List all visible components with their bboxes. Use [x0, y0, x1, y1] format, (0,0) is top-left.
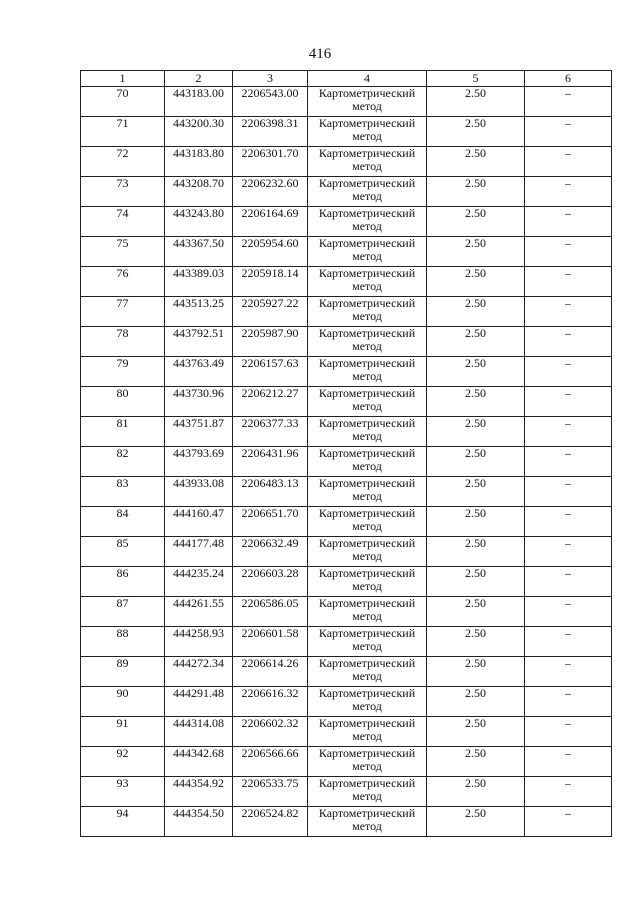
note-cell: – — [525, 627, 612, 657]
method-cell — [308, 777, 427, 807]
note-cell: – — [525, 117, 612, 147]
y-coordinate-cell: 2206603.28 — [233, 567, 308, 597]
note-cell: – — [525, 177, 612, 207]
note-cell: – — [525, 327, 612, 357]
note-cell: – — [525, 447, 612, 477]
y-coordinate-cell: 2206157.63 — [233, 357, 308, 387]
x-coordinate-cell: 444177.48 — [165, 537, 233, 567]
precision-cell: 2.50 — [427, 207, 525, 237]
method-text-line-2: метод — [352, 549, 382, 563]
column-header-6: 6 — [525, 71, 612, 87]
method-text-line-1: Картометрический — [318, 566, 416, 580]
precision-cell: 2.50 — [427, 537, 525, 567]
method-text-line-2: метод — [352, 759, 382, 773]
table-row — [81, 147, 612, 177]
y-coordinate-cell: 2206616.32 — [233, 687, 308, 717]
method-text-line-1: Картометрический — [318, 716, 416, 730]
y-coordinate-cell: 2206164.69 — [233, 207, 308, 237]
method-cell — [308, 807, 427, 837]
y-coordinate-cell: 2206431.96 — [233, 447, 308, 477]
note-cell: – — [525, 807, 612, 837]
note-cell: – — [525, 777, 612, 807]
method-text-line-2: метод — [352, 489, 382, 503]
method-text-line-1: Картометрический — [318, 446, 416, 460]
note-cell: – — [525, 537, 612, 567]
method-cell — [308, 327, 427, 357]
point-number-cell: 73 — [81, 177, 165, 207]
note-cell: – — [525, 87, 612, 117]
point-number-cell: 84 — [81, 507, 165, 537]
point-number-cell: 82 — [81, 447, 165, 477]
method-cell — [308, 417, 427, 447]
y-coordinate-cell: 2206632.49 — [233, 537, 308, 567]
method-text-line-2: метод — [352, 819, 382, 833]
point-number-cell: 72 — [81, 147, 165, 177]
table-body — [81, 87, 612, 837]
table-row — [81, 717, 612, 747]
precision-cell: 2.50 — [427, 597, 525, 627]
note-cell: – — [525, 657, 612, 687]
y-coordinate-cell: 2206543.00 — [233, 87, 308, 117]
x-coordinate-cell: 443367.50 — [165, 237, 233, 267]
x-coordinate-cell: 443763.49 — [165, 357, 233, 387]
x-coordinate-cell: 444354.92 — [165, 777, 233, 807]
method-cell — [308, 657, 427, 687]
x-coordinate-cell: 443183.00 — [165, 87, 233, 117]
precision-cell: 2.50 — [427, 627, 525, 657]
method-text-line-1: Картометрический — [318, 536, 416, 550]
y-coordinate-cell: 2205927.22 — [233, 297, 308, 327]
table-row — [81, 777, 612, 807]
note-cell: – — [525, 717, 612, 747]
point-number-cell: 86 — [81, 567, 165, 597]
method-text-line-2: метод — [352, 309, 382, 323]
method-text-line-1: Картометрический — [318, 686, 416, 700]
method-text-line-2: метод — [352, 339, 382, 353]
point-number-cell: 94 — [81, 807, 165, 837]
table-row — [81, 417, 612, 447]
table-row — [81, 327, 612, 357]
method-text-line-2: метод — [352, 789, 382, 803]
method-text-line-1: Картометрический — [318, 506, 416, 520]
method-cell — [308, 627, 427, 657]
method-text-line-2: метод — [352, 129, 382, 143]
method-text-line-1: Картометрический — [318, 386, 416, 400]
method-text-line-1: Картометрический — [318, 626, 416, 640]
method-text-line-2: метод — [352, 699, 382, 713]
table-row — [81, 237, 612, 267]
precision-cell: 2.50 — [427, 807, 525, 837]
precision-cell: 2.50 — [427, 567, 525, 597]
y-coordinate-cell: 2205918.14 — [233, 267, 308, 297]
note-cell: – — [525, 507, 612, 537]
x-coordinate-cell: 444272.34 — [165, 657, 233, 687]
y-coordinate-cell: 2206602.32 — [233, 717, 308, 747]
point-number-cell: 78 — [81, 327, 165, 357]
table-row — [81, 207, 612, 237]
point-number-cell: 81 — [81, 417, 165, 447]
precision-cell: 2.50 — [427, 717, 525, 747]
point-number-cell: 87 — [81, 597, 165, 627]
method-text-line-2: метод — [352, 219, 382, 233]
y-coordinate-cell: 2206212.27 — [233, 387, 308, 417]
table-row — [81, 387, 612, 417]
x-coordinate-cell: 443208.70 — [165, 177, 233, 207]
x-coordinate-cell: 443513.25 — [165, 297, 233, 327]
table-row — [81, 807, 612, 837]
method-text-line-2: метод — [352, 279, 382, 293]
precision-cell: 2.50 — [427, 237, 525, 267]
method-text-line-2: метод — [352, 189, 382, 203]
table-row — [81, 597, 612, 627]
x-coordinate-cell: 443183.80 — [165, 147, 233, 177]
x-coordinate-cell: 443389.03 — [165, 267, 233, 297]
table-row — [81, 447, 612, 477]
table-row — [81, 357, 612, 387]
method-text-line-1: Картометрический — [318, 656, 416, 670]
x-coordinate-cell: 443751.87 — [165, 417, 233, 447]
point-number-cell: 85 — [81, 537, 165, 567]
method-text-line-1: Картометрический — [318, 206, 416, 220]
table-row — [81, 537, 612, 567]
method-text-line-2: метод — [352, 249, 382, 263]
y-coordinate-cell: 2206566.66 — [233, 747, 308, 777]
column-header-1: 1 — [81, 71, 165, 87]
precision-cell: 2.50 — [427, 267, 525, 297]
method-text-line-2: метод — [352, 159, 382, 173]
point-number-cell: 75 — [81, 237, 165, 267]
precision-cell: 2.50 — [427, 747, 525, 777]
x-coordinate-cell: 444314.08 — [165, 717, 233, 747]
method-text-line-1: Картометрический — [318, 116, 416, 130]
method-cell — [308, 687, 427, 717]
method-cell — [308, 177, 427, 207]
table-row — [81, 177, 612, 207]
note-cell: – — [525, 147, 612, 177]
page-number: 416 — [308, 46, 332, 62]
y-coordinate-cell: 2206614.26 — [233, 657, 308, 687]
method-text-line-2: метод — [352, 459, 382, 473]
precision-cell: 2.50 — [427, 147, 525, 177]
point-number-cell: 77 — [81, 297, 165, 327]
method-cell — [308, 477, 427, 507]
column-header-2: 2 — [165, 71, 233, 87]
table-row — [81, 267, 612, 297]
precision-cell: 2.50 — [427, 177, 525, 207]
note-cell: – — [525, 237, 612, 267]
y-coordinate-cell: 2205987.90 — [233, 327, 308, 357]
precision-cell: 2.50 — [427, 327, 525, 357]
table-row — [81, 507, 612, 537]
method-text-line-1: Картометрический — [318, 416, 416, 430]
method-cell — [308, 117, 427, 147]
precision-cell: 2.50 — [427, 777, 525, 807]
table-row — [81, 567, 612, 597]
x-coordinate-cell: 443793.69 — [165, 447, 233, 477]
method-text-line-1: Картометрический — [318, 326, 416, 340]
y-coordinate-cell: 2206483.13 — [233, 477, 308, 507]
method-cell — [308, 357, 427, 387]
note-cell: – — [525, 357, 612, 387]
method-text-line-1: Картометрический — [318, 746, 416, 760]
y-coordinate-cell: 2206377.33 — [233, 417, 308, 447]
method-text-line-1: Картометрический — [318, 146, 416, 160]
table-row — [81, 657, 612, 687]
table-row — [81, 627, 612, 657]
method-cell — [308, 147, 427, 177]
x-coordinate-cell: 444160.47 — [165, 507, 233, 537]
coordinates-table — [80, 70, 612, 837]
method-cell — [308, 747, 427, 777]
x-coordinate-cell: 444342.68 — [165, 747, 233, 777]
note-cell: – — [525, 477, 612, 507]
method-text-line-2: метод — [352, 579, 382, 593]
precision-cell: 2.50 — [427, 387, 525, 417]
y-coordinate-cell: 2206301.70 — [233, 147, 308, 177]
method-text-line-1: Картометрический — [318, 266, 416, 280]
method-text-line-2: метод — [352, 99, 382, 113]
note-cell: – — [525, 597, 612, 627]
method-text-line-2: метод — [352, 729, 382, 743]
x-coordinate-cell: 444261.55 — [165, 597, 233, 627]
method-text-line-1: Картометрический — [318, 806, 416, 820]
x-coordinate-cell: 443792.51 — [165, 327, 233, 357]
note-cell: – — [525, 387, 612, 417]
y-coordinate-cell: 2206651.70 — [233, 507, 308, 537]
table-row — [81, 87, 612, 117]
method-cell — [308, 87, 427, 117]
x-coordinate-cell: 444354.50 — [165, 807, 233, 837]
table-row — [81, 297, 612, 327]
x-coordinate-cell: 443243.80 — [165, 207, 233, 237]
method-cell — [308, 267, 427, 297]
y-coordinate-cell: 2206601.58 — [233, 627, 308, 657]
method-text-line-1: Картометрический — [318, 86, 416, 100]
point-number-cell: 92 — [81, 747, 165, 777]
x-coordinate-cell: 444235.24 — [165, 567, 233, 597]
table-row — [81, 687, 612, 717]
point-number-cell: 91 — [81, 717, 165, 747]
y-coordinate-cell: 2206398.31 — [233, 117, 308, 147]
method-cell — [308, 387, 427, 417]
point-number-cell: 70 — [81, 87, 165, 117]
precision-cell: 2.50 — [427, 507, 525, 537]
column-header-3: 3 — [233, 71, 308, 87]
method-cell — [308, 237, 427, 267]
point-number-cell: 90 — [81, 687, 165, 717]
method-text-line-2: метод — [352, 399, 382, 413]
precision-cell: 2.50 — [427, 477, 525, 507]
precision-cell: 2.50 — [427, 687, 525, 717]
method-cell — [308, 537, 427, 567]
note-cell: – — [525, 207, 612, 237]
y-coordinate-cell: 2205954.60 — [233, 237, 308, 267]
method-cell — [308, 567, 427, 597]
header-row — [81, 71, 612, 87]
note-cell: – — [525, 417, 612, 447]
method-text-line-1: Картометрический — [318, 356, 416, 370]
note-cell: – — [525, 297, 612, 327]
point-number-cell: 88 — [81, 627, 165, 657]
method-text-line-1: Картометрический — [318, 236, 416, 250]
method-text-line-2: метод — [352, 669, 382, 683]
method-cell — [308, 717, 427, 747]
y-coordinate-cell: 2206524.82 — [233, 807, 308, 837]
table-row — [81, 747, 612, 777]
table-row — [81, 117, 612, 147]
point-number-cell: 74 — [81, 207, 165, 237]
method-cell — [308, 597, 427, 627]
method-text-line-1: Картометрический — [318, 296, 416, 310]
x-coordinate-cell: 443730.96 — [165, 387, 233, 417]
y-coordinate-cell: 2206586.05 — [233, 597, 308, 627]
note-cell: – — [525, 267, 612, 297]
point-number-cell: 83 — [81, 477, 165, 507]
method-cell — [308, 297, 427, 327]
x-coordinate-cell: 443200.30 — [165, 117, 233, 147]
method-text-line-2: метод — [352, 369, 382, 383]
method-text-line-1: Картометрический — [318, 776, 416, 790]
x-coordinate-cell: 444291.48 — [165, 687, 233, 717]
point-number-cell: 79 — [81, 357, 165, 387]
point-number-cell: 76 — [81, 267, 165, 297]
point-number-cell: 71 — [81, 117, 165, 147]
note-cell: – — [525, 687, 612, 717]
method-text-line-2: метод — [352, 609, 382, 623]
x-coordinate-cell: 443933.08 — [165, 477, 233, 507]
method-text-line-2: метод — [352, 639, 382, 653]
x-coordinate-cell: 444258.93 — [165, 627, 233, 657]
method-text-line-2: метод — [352, 519, 382, 533]
point-number-cell: 93 — [81, 777, 165, 807]
method-cell — [308, 207, 427, 237]
method-text-line-2: метод — [352, 429, 382, 443]
table-row — [81, 477, 612, 507]
precision-cell: 2.50 — [427, 447, 525, 477]
precision-cell: 2.50 — [427, 117, 525, 147]
precision-cell: 2.50 — [427, 417, 525, 447]
column-header-5: 5 — [427, 71, 525, 87]
precision-cell: 2.50 — [427, 297, 525, 327]
table-header — [81, 71, 612, 87]
method-cell — [308, 447, 427, 477]
note-cell: – — [525, 747, 612, 777]
method-text-line-1: Картометрический — [318, 596, 416, 610]
note-cell: – — [525, 567, 612, 597]
precision-cell: 2.50 — [427, 657, 525, 687]
y-coordinate-cell: 2206232.60 — [233, 177, 308, 207]
point-number-cell: 89 — [81, 657, 165, 687]
point-number-cell: 80 — [81, 387, 165, 417]
y-coordinate-cell: 2206533.75 — [233, 777, 308, 807]
column-header-4: 4 — [308, 71, 427, 87]
precision-cell: 2.50 — [427, 357, 525, 387]
precision-cell: 2.50 — [427, 87, 525, 117]
method-cell — [308, 507, 427, 537]
method-text-line-1: Картометрический — [318, 476, 416, 490]
method-text-line-1: Картометрический — [318, 176, 416, 190]
